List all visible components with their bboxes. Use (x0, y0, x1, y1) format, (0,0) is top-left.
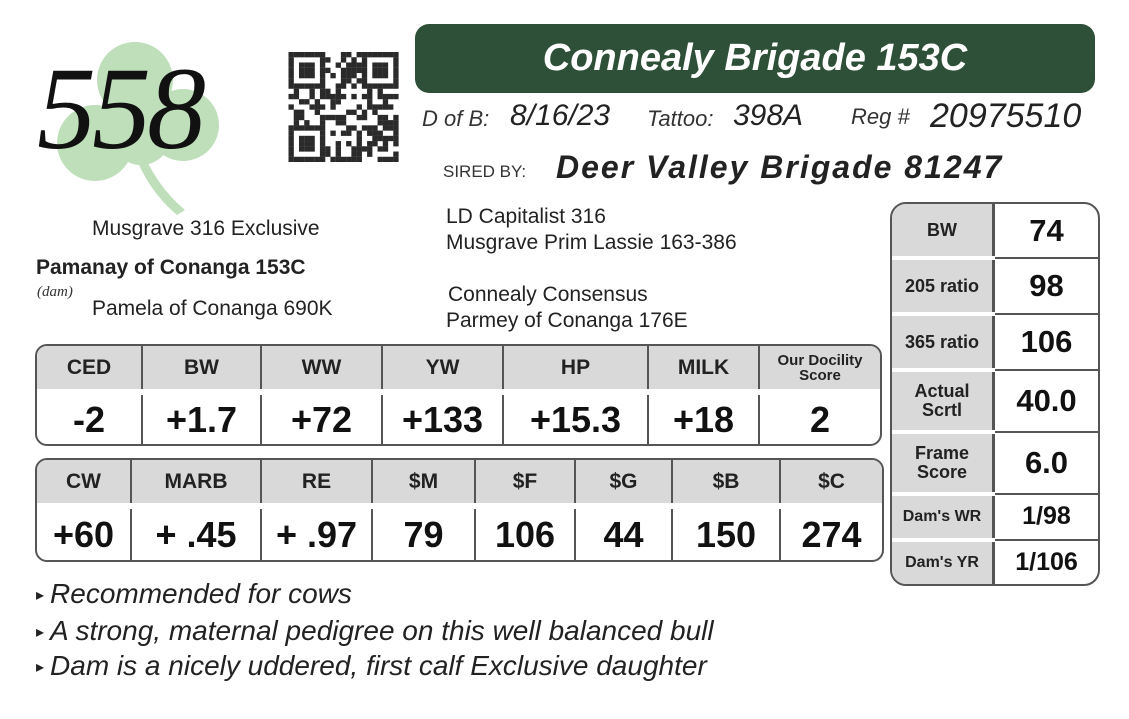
epd-value-re: + .97 (261, 506, 372, 560)
triangle-bullet-icon: ▸ (36, 587, 45, 604)
epd-header-ced: CED (37, 346, 142, 392)
stat-label-frame-score: Frame Score (892, 432, 994, 494)
pedigree-dam-dam-dam: Parmey of Conanga 176E (446, 309, 688, 332)
pedigree-sire-sire: LD Capitalist 316 (446, 205, 606, 228)
epd-value-ww: +72 (261, 392, 382, 444)
epd-value-c-index: 274 (780, 506, 882, 560)
epd-header-b-index: $B (672, 460, 780, 506)
epd-header-yw: YW (382, 346, 503, 392)
triangle-bullet-icon: ▸ (36, 659, 45, 676)
dam-note: (dam) (37, 284, 73, 300)
pedigree-dam-dam: Pamela of Conanga 690K (92, 297, 333, 320)
stat-label-actual-scrtl: Actual Scrtl (892, 370, 994, 432)
epd-value-hp: +15.3 (503, 392, 648, 444)
registration-value: 20975510 (930, 97, 1082, 135)
note-text: A strong, maternal pedigree on this well balanced bull (50, 615, 714, 646)
epd-header-f-index: $F (475, 460, 575, 506)
stat-label-365-ratio: 365 ratio (892, 314, 994, 370)
note-item (36, 578, 352, 610)
sire-label: SIRED BY: (443, 162, 527, 181)
epd-value-cw: +60 (37, 506, 131, 560)
epd-value-marb: + .45 (131, 506, 261, 560)
stat-value-365-ratio: 106 (994, 314, 1099, 370)
stat-value-dams-wr: 1/98 (994, 494, 1099, 540)
epd-header-marb: MARB (131, 460, 261, 506)
stat-value-bw: 74 (994, 204, 1099, 258)
epd-header-ww: WW (261, 346, 382, 392)
epd-value-b-index: 150 (672, 506, 780, 560)
epd-value-m-index: 79 (372, 506, 475, 560)
tattoo-value: 398A (733, 99, 804, 132)
sire-name: Deer Valley Brigade 81247 (556, 149, 1004, 185)
stat-label-dams-wr: Dam's WR (892, 494, 994, 540)
qr-code-icon[interactable] (287, 52, 400, 162)
note-item (36, 650, 707, 682)
note-text: Recommended for cows (50, 578, 352, 609)
note-item (36, 615, 714, 647)
epd-value-bw: +1.7 (142, 392, 261, 444)
tattoo-label: Tattoo: (647, 106, 714, 131)
animal-name: Connealy Brigade 153C (542, 37, 968, 79)
epd-header-m-index: $M (372, 460, 475, 506)
pedigree-sire-dam: Musgrave Prim Lassie 163-386 (446, 231, 737, 254)
birth-date-value: 8/16/23 (510, 99, 611, 132)
epd-value-docility: 2 (759, 392, 880, 444)
epd-table-carcass (35, 458, 884, 562)
pedigree-dam-sire: Musgrave 316 Exclusive (92, 217, 320, 240)
epd-header-bw: BW (142, 346, 261, 392)
epd-header-hp: HP (503, 346, 648, 392)
epd-header-re: RE (261, 460, 372, 506)
epd-table-primary (35, 344, 882, 446)
epd-value-f-index: 106 (475, 506, 575, 560)
title-banner (415, 24, 1095, 93)
note-text: Dam is a nicely uddered, first calf Exclusive daughter (50, 650, 707, 681)
birth-date-label: D of B: (422, 106, 490, 131)
stat-value-actual-scrtl: 40.0 (994, 370, 1099, 432)
epd-header-docility: Our Docility Score (759, 346, 880, 392)
registration-label: Reg # (851, 104, 910, 129)
stat-label-dams-yr: Dam's YR (892, 540, 994, 584)
stat-label-bw: BW (892, 204, 994, 258)
epd-header-cw: CW (37, 460, 131, 506)
pedigree-dam-dam-sire: Connealy Consensus (448, 283, 648, 306)
epd-value-yw: +133 (382, 392, 503, 444)
triangle-bullet-icon: ▸ (36, 624, 45, 641)
stat-value-205-ratio: 98 (994, 258, 1099, 314)
pedigree-dam: Pamanay of Conanga 153C (36, 256, 306, 279)
stat-value-frame-score: 6.0 (994, 432, 1099, 494)
stat-value-dams-yr: 1/106 (1015, 547, 1078, 576)
epd-value-milk: +18 (648, 392, 759, 444)
epd-value-g-index: 44 (575, 506, 672, 560)
epd-header-milk: MILK (648, 346, 759, 392)
epd-header-c-index: $C (780, 460, 882, 506)
stat-label-205-ratio: 205 ratio (892, 258, 994, 314)
epd-header-g-index: $G (575, 460, 672, 506)
lot-number: 558 (37, 43, 202, 174)
epd-value-ced: -2 (37, 392, 142, 444)
performance-stats-panel (890, 202, 1100, 586)
